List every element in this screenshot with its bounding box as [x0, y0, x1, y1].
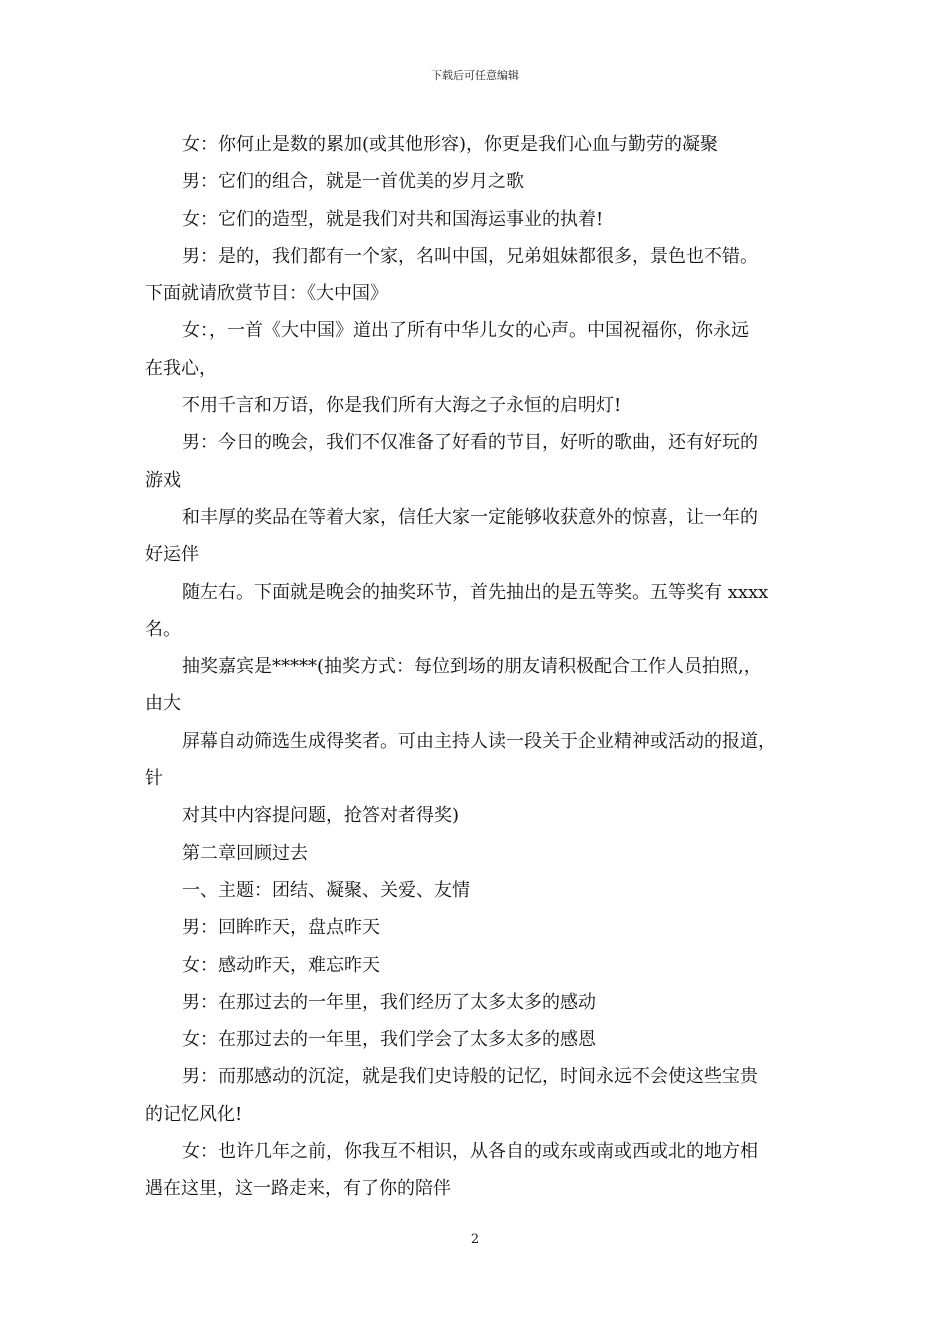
- chapter-heading: 第二章回顾过去: [182, 842, 308, 864]
- header-note: 下载后可任意编辑: [431, 69, 519, 82]
- text-line: 由大: [145, 693, 181, 715]
- text-line: 男：在那过去的一年里，我们经历了太多太多的感动: [182, 991, 596, 1013]
- text-line: 好运伴: [145, 544, 199, 566]
- text-line: 男：而那感动的沉淀，就是我们史诗般的记忆，时间永远不会使这些宝贵: [182, 1066, 758, 1088]
- text-line: 和丰厚的奖品在等着大家，信任大家一定能够收获意外的惊喜，让一年的: [182, 506, 758, 528]
- text-line: 遇在这里，这一路走来，有了你的陪伴: [145, 1178, 451, 1200]
- text-line: 女：它们的造型，就是我们对共和国海运事业的执着!: [182, 208, 604, 230]
- text-line: 女：也许几年之前，你我互不相识，从各自的或东或南或西或北的地方相: [182, 1141, 758, 1163]
- text-line: 男：它们的组合，就是一首优美的岁月之歌: [182, 171, 524, 193]
- text-line: 屏幕自动筛选生成得奖者。可由主持人读一段关于企业精神或活动的报道，: [182, 730, 776, 752]
- text-line: 针: [145, 768, 163, 790]
- text-line: 不用千言和万语，你是我们所有大海之子永恒的启明灯!: [182, 395, 622, 417]
- text-line: 的记忆风化!: [145, 1103, 243, 1125]
- text-line: 抽奖嘉宾是*****(抽奖方式：每位到场的朋友请积极配合工作人员拍照,，: [182, 656, 762, 678]
- text-line: 在我心，: [145, 357, 217, 379]
- text-line: 下面就请欣赏节目：《大中国》: [145, 283, 388, 305]
- text-line: 女：感动昨天，难忘昨天: [182, 954, 380, 976]
- text-line: 随左右。下面就是晚会的抽奖环节，首先抽出的是五等奖。五等奖有 xxxx: [182, 581, 769, 603]
- text-line: 对其中内容提问题，抢答对者得奖): [182, 805, 460, 827]
- text-line: 名。: [145, 618, 181, 640]
- text-line: 男：回眸昨天，盘点昨天: [182, 917, 380, 939]
- text-line: 男：今日的晚会，我们不仅准备了好看的节目，好听的歌曲，还有好玩的: [182, 432, 758, 454]
- text-line: 游戏: [145, 469, 181, 491]
- page-number: 2: [470, 1232, 480, 1247]
- text-line: 女：在那过去的一年里，我们学会了太多太多的感恩: [182, 1029, 596, 1051]
- document-body: [145, 126, 810, 1208]
- text-line: 女：你何止是数的累加(或其他形容)，你更是我们心血与勤劳的凝聚: [182, 134, 719, 155]
- text-line: 男：是的，我们都有一个家，名叫中国，兄弟姐妹都很多，景色也不错。: [182, 245, 758, 267]
- section-heading: 一、主题：团结、凝聚、关爱、友情: [182, 879, 470, 901]
- text-line: 女：，一首《大中国》道出了所有中华儿女的心声。中国祝福你，你永远: [182, 320, 749, 342]
